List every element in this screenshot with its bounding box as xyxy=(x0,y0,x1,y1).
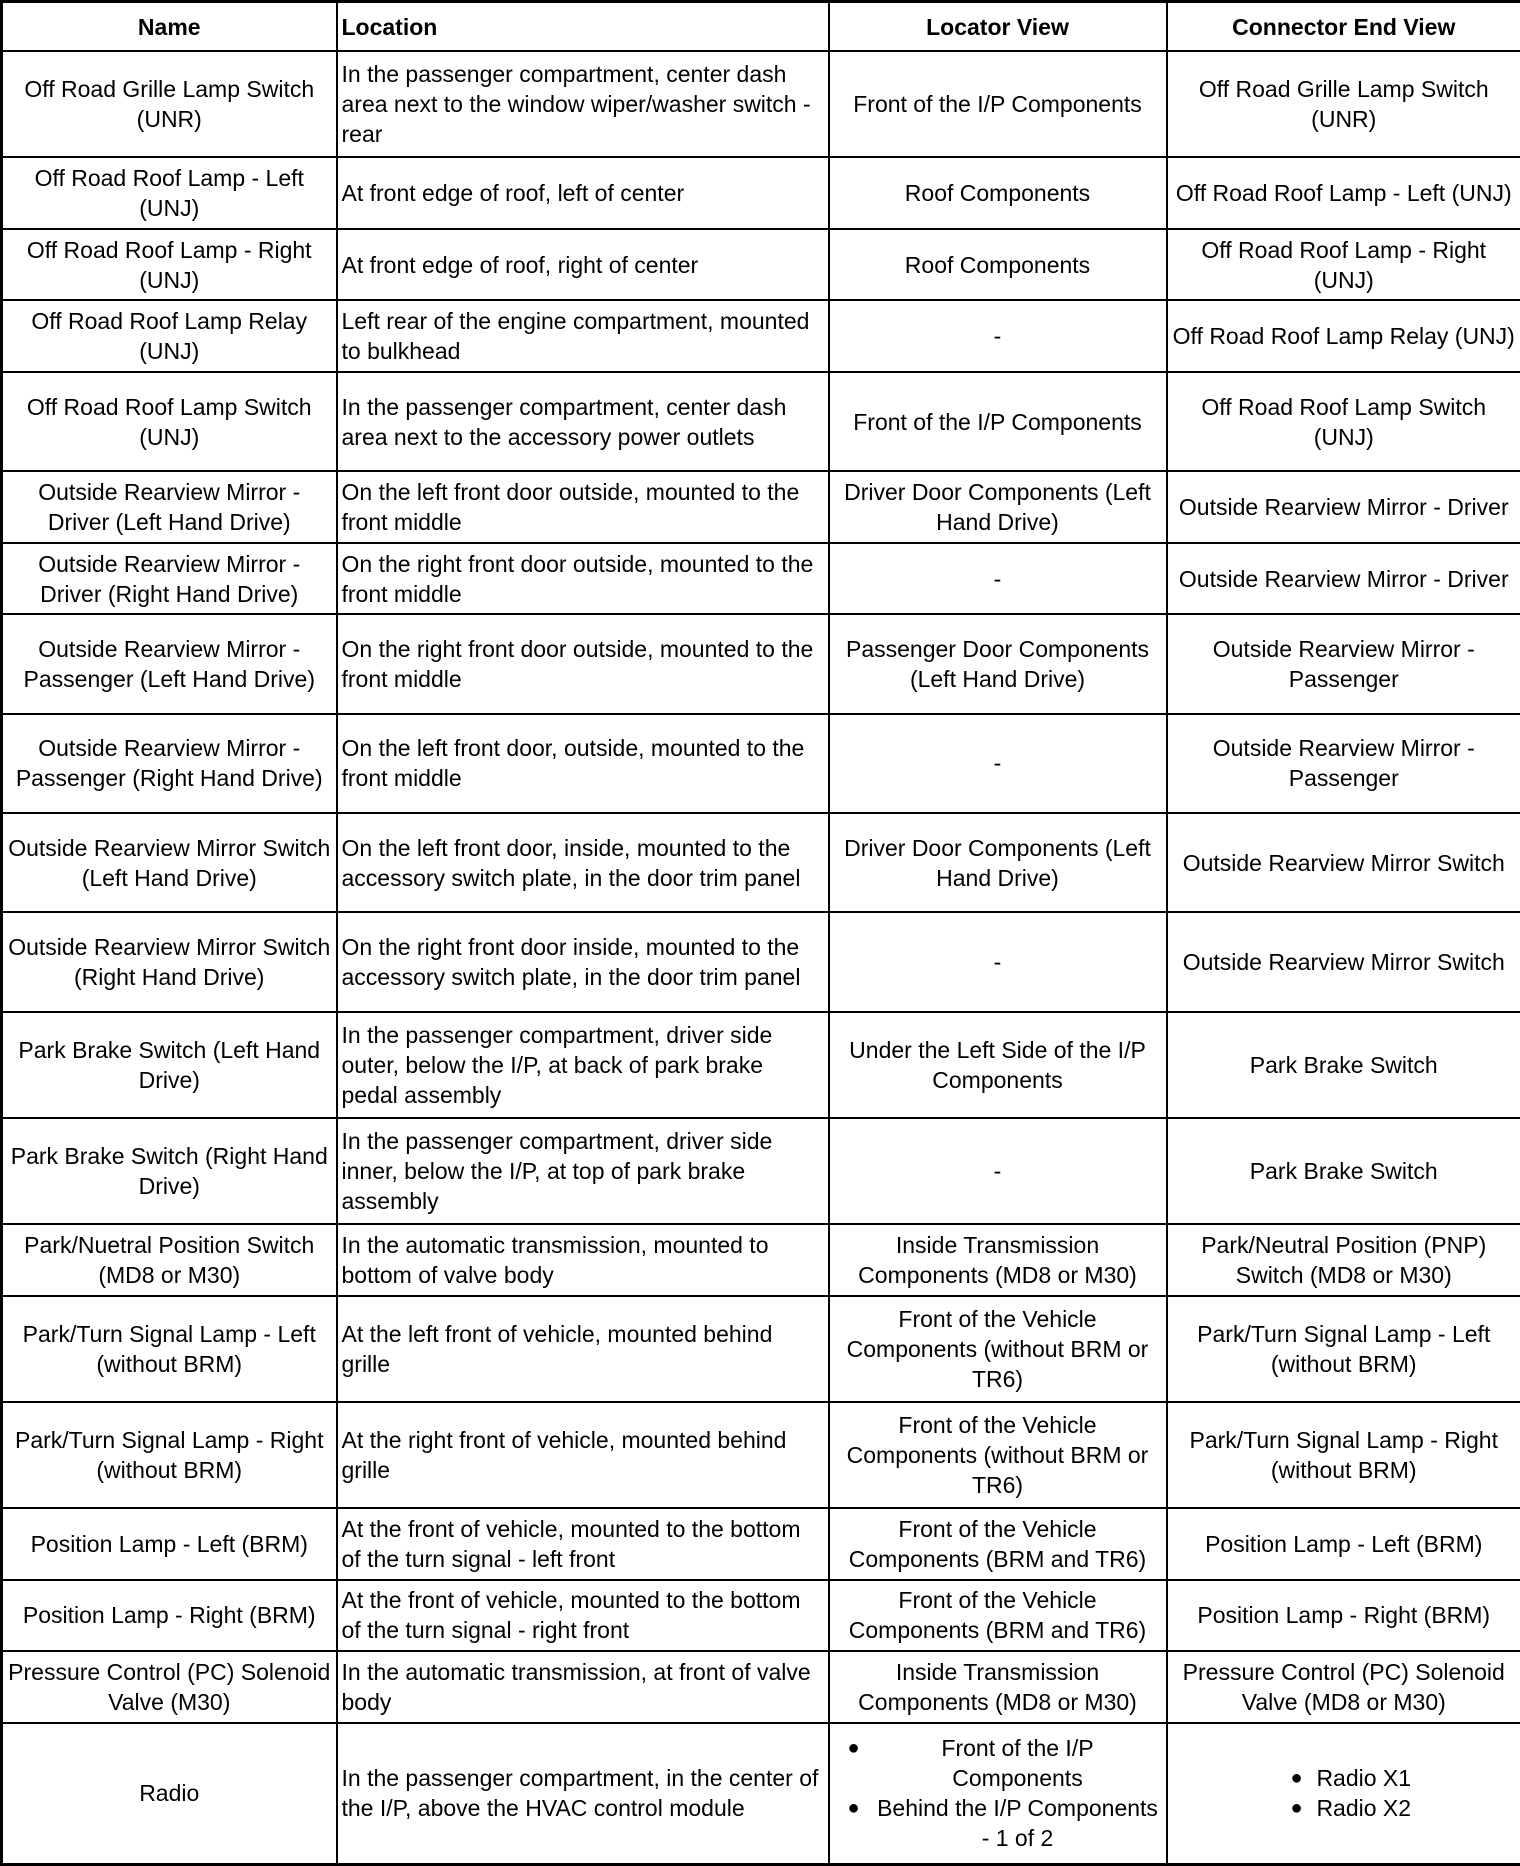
cell-locator-view: Front of the Vehicle Components (BRM and TR6) xyxy=(829,1508,1167,1580)
cell-location: On the right front door outside, mounted to the front middle xyxy=(337,543,829,615)
header-name: Name xyxy=(2,2,337,52)
cell-connector-end-view: Outside Rearview Mirror - Passenger xyxy=(1167,614,1520,713)
table-row xyxy=(2,1296,1520,1402)
table-row xyxy=(2,1651,1520,1723)
cell-name: Pressure Control (PC) Solenoid Valve (M30) xyxy=(2,1651,337,1723)
cell-location: At front edge of roof, right of center xyxy=(337,229,829,301)
table-row xyxy=(2,813,1520,912)
table-row xyxy=(2,1402,1520,1508)
cell-name: Outside Rearview Mirror Switch (Right Hand Drive) xyxy=(2,912,337,1011)
cell-locator-view: - xyxy=(829,300,1167,372)
cell-locator-view: Inside Transmission Components (MD8 or M30) xyxy=(829,1651,1167,1723)
cell-name: Position Lamp - Right (BRM) xyxy=(2,1580,337,1652)
cell-location: In the automatic transmission, at front of valve body xyxy=(337,1651,829,1723)
cell-location: On the right front door inside, mounted to the accessory switch plate, in the door trim panel xyxy=(337,912,829,1011)
cell-connector-end-view: Park/Neutral Position (PNP) Switch (MD8 or M30) xyxy=(1167,1224,1520,1296)
table-row xyxy=(2,1508,1520,1580)
cell-locator-view: - xyxy=(829,1118,1167,1224)
cell-location: At the front of vehicle, mounted to the bottom of the turn signal - right front xyxy=(337,1580,829,1652)
cell-locator-view: Passenger Door Components (Left Hand Drive) xyxy=(829,614,1167,713)
table-row xyxy=(2,157,1520,229)
cell-location: At front edge of roof, left of center xyxy=(337,157,829,229)
cell-location: At the right front of vehicle, mounted behind grille xyxy=(337,1402,829,1508)
cell-locator-view: Front of the Vehicle Components (BRM and TR6) xyxy=(829,1580,1167,1652)
cell-name: Outside Rearview Mirror - Driver (Left Hand Drive) xyxy=(2,471,337,543)
cell-name: Radio xyxy=(2,1723,337,1865)
list-item: ● Radio X2 xyxy=(1276,1793,1411,1823)
cell-location: At the front of vehicle, mounted to the bottom of the turn signal - left front xyxy=(337,1508,829,1580)
cell-name: Outside Rearview Mirror - Driver (Right Hand Drive) xyxy=(2,543,337,615)
list-item: ● Behind the I/P Components - 1 of 2 xyxy=(834,1793,1162,1853)
cell-locator-view: Driver Door Components (Left Hand Drive) xyxy=(829,471,1167,543)
cell-locator-view: Front of the Vehicle Components (without BRM or TR6) xyxy=(829,1402,1167,1508)
locator-view-list xyxy=(834,1733,1162,1853)
cell-connector-end-view: Park Brake Switch xyxy=(1167,1118,1520,1224)
table-row xyxy=(2,1118,1520,1224)
cell-location: In the passenger compartment, driver side outer, below the I/P, at back of park brake pedal assembly xyxy=(337,1012,829,1118)
cell-name: Position Lamp - Left (BRM) xyxy=(2,1508,337,1580)
list-item: ● Radio X1 xyxy=(1276,1763,1411,1793)
table-row xyxy=(2,229,1520,301)
table-row xyxy=(2,912,1520,1011)
table-row xyxy=(2,714,1520,813)
cell-location: Left rear of the engine compartment, mounted to bulkhead xyxy=(337,300,829,372)
table-row xyxy=(2,471,1520,543)
cell-location: On the left front door outside, mounted to the front middle xyxy=(337,471,829,543)
cell-name: Park/Nuetral Position Switch (MD8 or M30) xyxy=(2,1224,337,1296)
header-connector-end-view: Connector End View xyxy=(1167,2,1520,52)
table-body xyxy=(2,51,1520,1865)
cell-connector-end-view: Outside Rearview Mirror - Driver xyxy=(1167,543,1520,615)
cell-location: In the passenger compartment, driver side inner, below the I/P, at top of park brake assembly xyxy=(337,1118,829,1224)
cell-name: Off Road Roof Lamp Relay (UNJ) xyxy=(2,300,337,372)
cell-connector-end-view: Park Brake Switch xyxy=(1167,1012,1520,1118)
cell-location: In the passenger compartment, center dash area next to the accessory power outlets xyxy=(337,372,829,471)
cell-location: On the right front door outside, mounted to the front middle xyxy=(337,614,829,713)
table-row xyxy=(2,51,1520,157)
cell-connector-end-view: Outside Rearview Mirror Switch xyxy=(1167,813,1520,912)
cell-locator-view: Driver Door Components (Left Hand Drive) xyxy=(829,813,1167,912)
cell-connector-end-view: Position Lamp - Right (BRM) xyxy=(1167,1580,1520,1652)
cell-name: Park/Turn Signal Lamp - Left (without BRM) xyxy=(2,1296,337,1402)
cell-name: Off Road Roof Lamp - Right (UNJ) xyxy=(2,229,337,301)
table-row xyxy=(2,1224,1520,1296)
cell-connector-end-view: Off Road Roof Lamp Relay (UNJ) xyxy=(1167,300,1520,372)
table-row-radio xyxy=(2,1723,1520,1865)
cell-name: Off Road Roof Lamp Switch (UNJ) xyxy=(2,372,337,471)
cell-name: Outside Rearview Mirror Switch (Left Hand Drive) xyxy=(2,813,337,912)
cell-name: Outside Rearview Mirror - Passenger (Left Hand Drive) xyxy=(2,614,337,713)
header-location: Location xyxy=(337,2,829,52)
cell-connector-end-view xyxy=(1167,1723,1520,1865)
cell-location: On the left front door, inside, mounted to the accessory switch plate, in the door trim panel xyxy=(337,813,829,912)
table-row xyxy=(2,1012,1520,1118)
cell-name: Off Road Roof Lamp - Left (UNJ) xyxy=(2,157,337,229)
cell-location: In the passenger compartment, in the center of the I/P, above the HVAC control module xyxy=(337,1723,829,1865)
table-row xyxy=(2,300,1520,372)
cell-connector-end-view: Outside Rearview Mirror Switch xyxy=(1167,912,1520,1011)
cell-locator-view: - xyxy=(829,912,1167,1011)
cell-locator-view: Roof Components xyxy=(829,157,1167,229)
cell-locator-view: Inside Transmission Components (MD8 or M30) xyxy=(829,1224,1167,1296)
list-item: ● Front of the I/P Components xyxy=(834,1733,1162,1793)
cell-location: On the left front door, outside, mounted to the front middle xyxy=(337,714,829,813)
cell-locator-view xyxy=(829,1723,1167,1865)
table-row xyxy=(2,614,1520,713)
connector-end-view-list xyxy=(1276,1763,1411,1823)
cell-connector-end-view: Position Lamp - Left (BRM) xyxy=(1167,1508,1520,1580)
table-header-row xyxy=(2,2,1520,52)
cell-name: Park/Turn Signal Lamp - Right (without BRM) xyxy=(2,1402,337,1508)
cell-connector-end-view: Outside Rearview Mirror - Driver xyxy=(1167,471,1520,543)
cell-locator-view: Front of the I/P Components xyxy=(829,51,1167,157)
cell-locator-view: - xyxy=(829,714,1167,813)
cell-locator-view: Front of the Vehicle Components (without BRM or TR6) xyxy=(829,1296,1167,1402)
cell-locator-view: Front of the I/P Components xyxy=(829,372,1167,471)
cell-connector-end-view: Outside Rearview Mirror - Passenger xyxy=(1167,714,1520,813)
cell-connector-end-view: Off Road Roof Lamp - Right (UNJ) xyxy=(1167,229,1520,301)
cell-location: In the passenger compartment, center dash area next to the window wiper/washer switch - rear xyxy=(337,51,829,157)
cell-name: Park Brake Switch (Left Hand Drive) xyxy=(2,1012,337,1118)
cell-connector-end-view: Off Road Roof Lamp - Left (UNJ) xyxy=(1167,157,1520,229)
cell-connector-end-view: Pressure Control (PC) Solenoid Valve (MD8 or M30) xyxy=(1167,1651,1520,1723)
cell-connector-end-view: Park/Turn Signal Lamp - Left (without BRM) xyxy=(1167,1296,1520,1402)
cell-locator-view: - xyxy=(829,543,1167,615)
cell-connector-end-view: Park/Turn Signal Lamp - Right (without BRM) xyxy=(1167,1402,1520,1508)
table-row xyxy=(2,372,1520,471)
cell-location: At the left front of vehicle, mounted behind grille xyxy=(337,1296,829,1402)
cell-location: In the automatic transmission, mounted to bottom of valve body xyxy=(337,1224,829,1296)
cell-connector-end-view: Off Road Roof Lamp Switch (UNJ) xyxy=(1167,372,1520,471)
cell-locator-view: Roof Components xyxy=(829,229,1167,301)
cell-name: Off Road Grille Lamp Switch (UNR) xyxy=(2,51,337,157)
cell-name: Park Brake Switch (Right Hand Drive) xyxy=(2,1118,337,1224)
table-row xyxy=(2,543,1520,615)
cell-connector-end-view: Off Road Grille Lamp Switch (UNR) xyxy=(1167,51,1520,157)
header-locator-view: Locator View xyxy=(829,2,1167,52)
table-row xyxy=(2,1580,1520,1652)
cell-name: Outside Rearview Mirror - Passenger (Right Hand Drive) xyxy=(2,714,337,813)
cell-locator-view: Under the Left Side of the I/P Components xyxy=(829,1012,1167,1118)
